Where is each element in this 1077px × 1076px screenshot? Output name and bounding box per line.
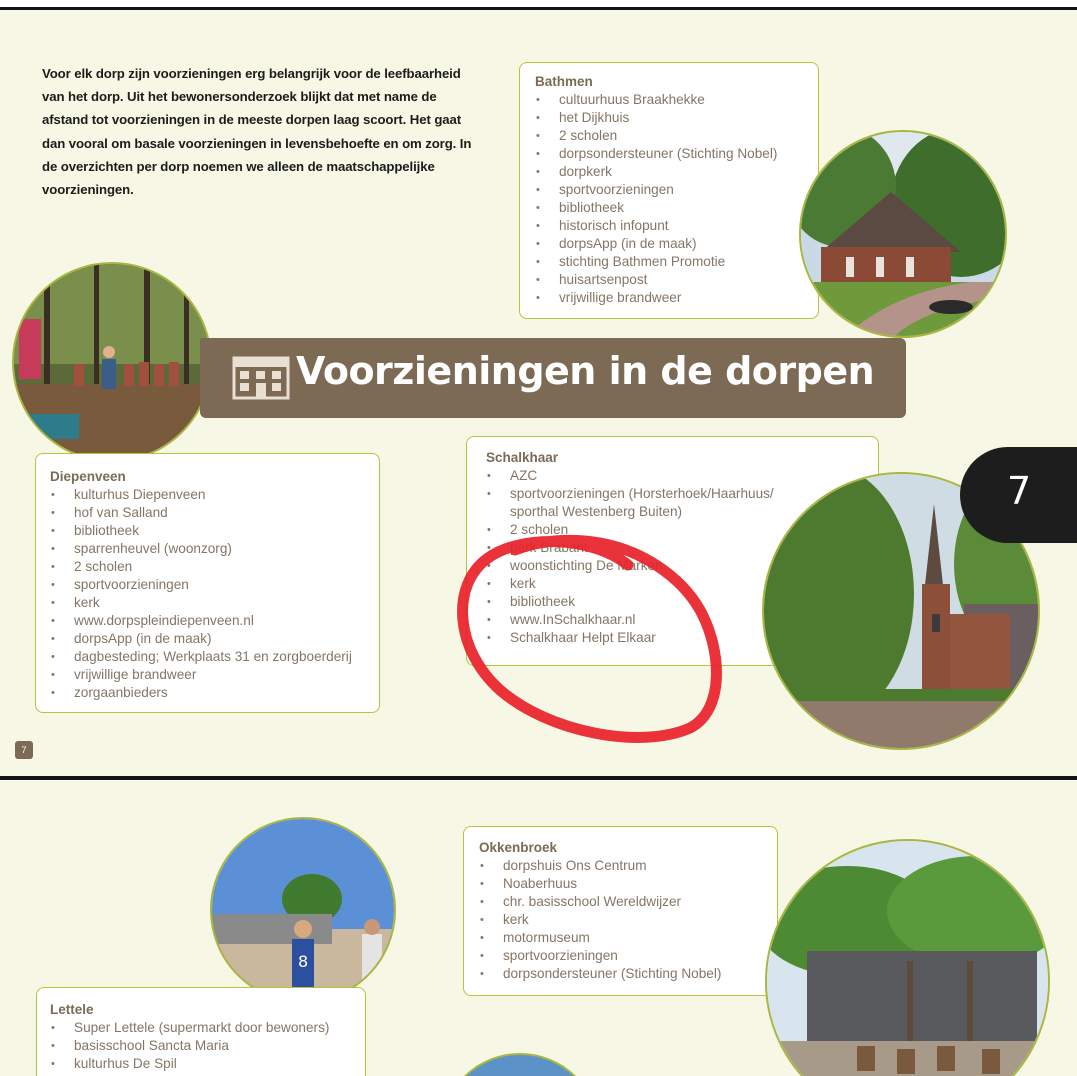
list-item: • zorgaanbieders	[50, 684, 379, 702]
svg-text:8: 8	[298, 952, 309, 971]
list-item: • vrijwillige brandweer	[535, 289, 818, 307]
list-item: • sportvoorzieningen	[479, 947, 777, 965]
list-item: • 2 scholen	[50, 558, 379, 576]
section-banner	[200, 338, 906, 418]
list-item: • sportvoorzieningen	[535, 181, 818, 199]
list-item: • 2 scholen	[535, 127, 818, 145]
list-item: • dorpsApp (in de maak)	[535, 235, 818, 253]
list-item: • historisch infopunt	[535, 217, 818, 235]
document-page-8	[0, 781, 1077, 1076]
list-item: • bibliotheek	[535, 199, 818, 217]
list-item: • Super Lettele (supermarkt door bewoners)	[50, 1019, 365, 1037]
page-divider	[0, 776, 1077, 780]
document-page-7	[0, 10, 1077, 776]
list-item: • vrijwillige brandweer	[50, 666, 379, 684]
okkenbroek-title: Okkenbroek	[479, 840, 558, 855]
list-item: • sportvoorzieningen	[50, 576, 379, 594]
list-item: • dorpsondersteuner (Stichting Nobel)	[535, 145, 818, 163]
list-item: • cultuurhuus Braakhekke	[535, 91, 818, 109]
list-item: • stichting Bathmen Promotie	[535, 253, 818, 271]
schalkhaar-title: Schalkhaar	[486, 450, 559, 465]
list-item: • bibliotheek	[486, 593, 791, 611]
list-item: • chr. basisschool Wereldwijzer	[479, 893, 777, 911]
building-icon	[232, 356, 290, 400]
lettele-sports-photo	[210, 817, 396, 1003]
list-item: • park Brabant	[486, 539, 791, 557]
page-tab	[960, 447, 1077, 543]
list-item: • kerk	[486, 575, 791, 593]
page-tab-number: 7	[1007, 469, 1032, 513]
list-item: • hof van Salland	[50, 504, 379, 522]
list-item: • www.InSchalkhaar.nl	[486, 611, 791, 629]
bathmen-list	[535, 91, 818, 307]
list-item: • AZC	[486, 467, 791, 485]
list-item: • 2 scholen	[486, 521, 791, 539]
list-item: • huisartsenpost	[535, 271, 818, 289]
list-item: • sportvoorzieningen (Horsterhoek/Haarhuus/ sporthal Westenberg Buiten)	[486, 485, 791, 521]
list-item: • dorpsondersteuner (Stichting Nobel)	[479, 965, 777, 983]
list-item: • dorpsApp (in de maak)	[50, 630, 379, 648]
schalkhaar-list	[486, 467, 791, 647]
diepenveen-list	[50, 486, 379, 702]
list-item: • bibliotheek	[50, 522, 379, 540]
list-item: • kerk	[479, 911, 777, 929]
diepenveen-forest-photo	[12, 262, 212, 462]
banner-title: Voorzieningen in de dorpen	[296, 349, 875, 393]
list-item: • woonstichting De Marken	[486, 557, 791, 575]
lettele-box	[36, 987, 366, 1076]
list-item: • kulturhus De Spil	[50, 1055, 365, 1073]
list-item: • dorpkerk	[535, 163, 818, 181]
okkenbroek-list	[479, 857, 777, 983]
list-item: • kulturhus Diepenveen	[50, 486, 379, 504]
list-item: • het Dijkhuis	[535, 109, 818, 127]
list-item: • Schalkhaar Helpt Elkaar	[486, 629, 791, 647]
lettele-title: Lettele	[50, 1002, 94, 1017]
okkenbroek-terrace-photo	[765, 839, 1050, 1076]
bathmen-box	[519, 62, 819, 319]
list-item: • basisschool Sancta Maria	[50, 1037, 365, 1055]
partial-photo	[440, 1053, 600, 1076]
bathmen-church-photo	[799, 130, 1007, 338]
bathmen-title: Bathmen	[535, 74, 593, 89]
intro-paragraph: Voor elk dorp zijn voorzieningen erg belangrijk voor de leefbaarheid van het dorp. Uit het bewonersonderzoek blijkt dat met name de afstand tot voorzieningen in de meeste dorpen laag scoort. Het gaat dan vooral om basale voorzieningen in levensbehoefte en om zorg. In de overzichten per dorp noemen we alleen de maatschappelijke voorzieningen.	[42, 66, 472, 198]
page-number: 7	[15, 741, 33, 759]
diepenveen-title: Diepenveen	[50, 469, 126, 484]
okkenbroek-box	[463, 826, 778, 996]
list-item: • Noaberhuus	[479, 875, 777, 893]
list-item: • dagbesteding; Werkplaats 31 en zorgboerderij	[50, 648, 379, 666]
list-item: • dorpshuis Ons Centrum	[479, 857, 777, 875]
list-item: • www.dorpspleindiepenveen.nl	[50, 612, 379, 630]
list-item: • kerk	[50, 594, 379, 612]
list-item: • motormuseum	[479, 929, 777, 947]
lettele-list	[50, 1019, 365, 1073]
diepenveen-box	[35, 453, 380, 713]
list-item: • sparrenheuvel (woonzorg)	[50, 540, 379, 558]
